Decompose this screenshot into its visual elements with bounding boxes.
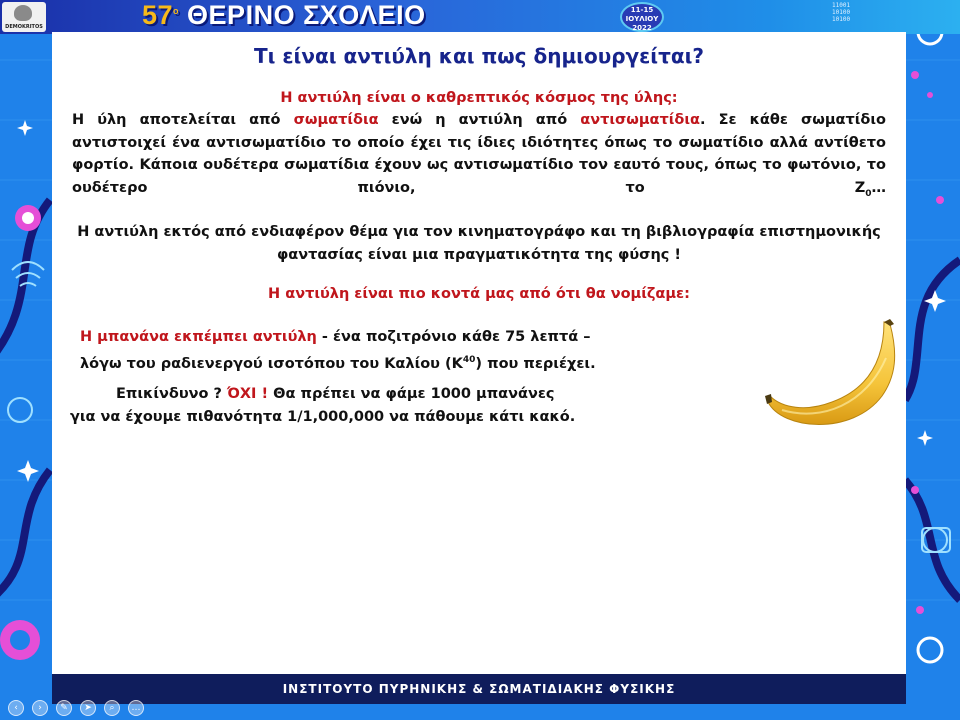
slide-title: Τι είναι αντιύλη και πως δημιουργείται? (254, 44, 704, 68)
banana-emits-text: Η μπανάνα εκπέμπει αντιύλη (80, 329, 317, 345)
probability-text: για να έχουμε πιθανότητα 1/1,000,000 να πάθουμε κάτι κακό. (70, 408, 576, 425)
z-subscript: 0 (865, 188, 872, 199)
p1-ellipsis: … (871, 179, 886, 196)
dates-month: ΙΟΥΛΙΟΥ (625, 15, 659, 23)
danger-question: Επικίνδυνο ? (116, 386, 227, 402)
paragraph-matter (72, 109, 886, 205)
pen-icon[interactable]: ✎ (56, 700, 72, 716)
binary-line: 10100 (832, 9, 851, 16)
p1-text: Η ύλη αποτελείται από (72, 112, 294, 128)
p1-text: ενώ η αντιύλη από (378, 112, 581, 128)
dates-days: 11-15 (630, 6, 654, 14)
potassium-text: λόγω του ραδιενεργού ισοτόπου του Καλίου (K (80, 355, 463, 372)
footer-institute: ΙΝΣΤΙΤΟΥΤΟ ΠΥΡΗΝΙΚΗΣ & ΣΩΜΑΤΙΔΙΑΚΗΣ ΦΥΣΙΚΗΣ (52, 674, 906, 704)
logo-text: DEMOKRITOS (5, 24, 43, 30)
potassium-text-end: ) που περιέχει. (475, 355, 596, 372)
danger-answer: ΌΧΙ ! (226, 386, 269, 402)
pointer-icon[interactable]: ➤ (80, 700, 96, 716)
term-antiparticles: αντισωματίδια (580, 112, 700, 128)
header-banner (0, 0, 960, 34)
isotope-superscript: 40 (462, 354, 476, 365)
presentation-toolbar (0, 696, 180, 720)
paragraph-danger (70, 383, 750, 428)
summer-school-title (142, 0, 426, 34)
slide (52, 32, 906, 674)
title-number: 57 (142, 0, 174, 30)
subheading-mirror-world: Η αντιύλη είναι ο καθρεπτικός κόσμος της ύλης: (280, 90, 678, 106)
subheading-closer: Η αντιύλη είναι πιο κοντά μας από ότι θα νομίζαμε: (268, 286, 690, 302)
danger-text: Θα πρέπει να φάμε 1000 μπανάνες (268, 386, 555, 402)
term-particles: σωματίδια (293, 112, 379, 128)
title-degree: ο (173, 6, 180, 16)
binary-decoration (832, 2, 850, 23)
next-icon[interactable]: › (32, 700, 48, 716)
more-icon[interactable]: … (128, 700, 144, 716)
dates-badge (620, 2, 664, 32)
paragraph-reality: Η αντιύλη εκτός από ενδιαφέρον θέμα για τον κινηματογράφο και τη βιβλιογραφία επιστημονικής φαντασίας είναι μια πραγματικότητα της φύσης ! (77, 224, 881, 263)
banana-image (762, 318, 906, 434)
zoom-icon[interactable]: ⌕ (104, 700, 120, 716)
p1-text: . Σε κάθε σωματίδιο αντιστοιχεί ένα αντισωματίδιο το οποίο έχει τις ίδιες ιδιότητες όπως το σωματίδιο αλλά αντίθετο φορτίο. Κάποια ουδέτερα σωματίδια έχουν ως αντισωματίδιο τον εαυτό τους, όπως το φωτόνιο, το ουδέτερο πιόνιο, το Z (72, 112, 886, 196)
title-text: ΘΕΡΙΝΟ ΣΧΟΛΕΙΟ (179, 0, 426, 30)
previous-icon[interactable]: ‹ (8, 700, 24, 716)
binary-line: 10100 (832, 16, 851, 23)
positron-rate-text: - ένα ποζιτρόνιο κάθε 75 λεπτά – (316, 329, 591, 345)
dates-year: 2022 (632, 24, 652, 32)
paragraph-banana (80, 326, 780, 375)
logo-bust-icon (14, 5, 32, 21)
binary-line: 11001 (832, 2, 851, 9)
demokritos-logo (2, 2, 46, 32)
